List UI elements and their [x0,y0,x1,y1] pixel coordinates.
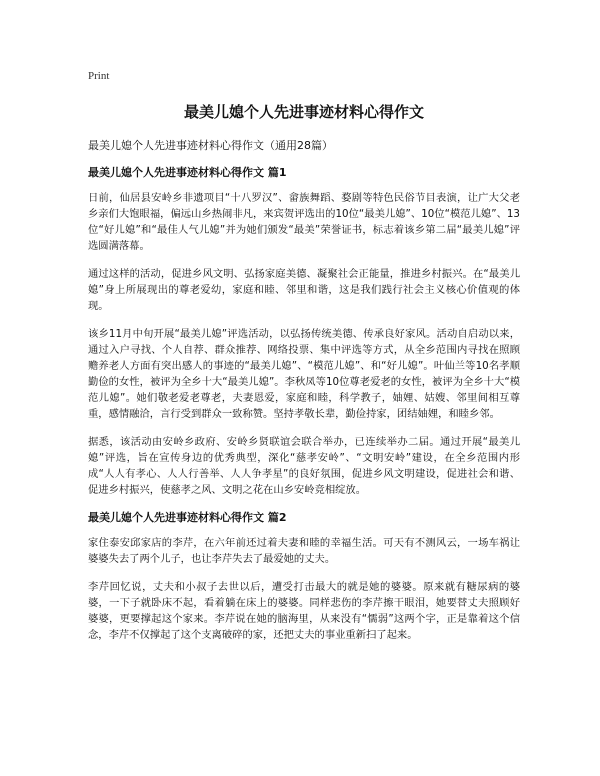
paragraph: 通过这样的活动，促进乡风文明、弘扬家庭美德、凝聚社会正能量，推进乡村振兴。在“最美儿媳”身上所展现出的尊老爱幼，家庭和睦、邻里和谐，这是我们践行社会主义核心价值观的体现。 [88,268,520,312]
document-title: 最美儿媳个人先进事迹材料心得作文 [183,103,424,121]
section-heading: 最美儿媳个人先进事迹材料心得作文 篇1 [88,166,287,179]
document-subtitle: 最美儿媳个人先进事迹材料心得作文（通用28篇） [88,139,333,152]
section-2 [88,510,520,643]
print-label[interactable]: Print [88,70,110,82]
paragraph: 据悉，该活动由安岭乡政府、安岭乡贤联谊会联合举办，已连续举办二届。通过开展“最美儿媳”评选，旨在宣传身边的优秀典型，深化“慈孝安岭”、“文明安岭”建设，在全乡范围内形成“人人有孝心、人人行善举、人人争孝星”的良好氛围，促进乡风文明建设，促进社会和谐、促进乡村振兴，使慈孝之风、文明之花在山乡安岭竞相绽放。 [88,436,520,496]
paragraph: 日前，仙居县安岭乡非遗项目“十八罗汉”、畲族舞蹈、婺剧等特色民俗节目表演，让广大父老乡亲们大饱眼福，偏远山乡热闹非凡，来宾贺评选出的10位“最美儿媳”、10位“模范儿媳”、13位“好儿媳”和“最佳人气儿媳”并为她们颁发“最美”荣誉证书，标志着该乡第二届“最美儿媳”评选圆满落幕。 [88,192,520,252]
section-heading: 最美儿媳个人先进事迹材料心得作文 篇2 [88,511,287,524]
paragraph: 家住泰安邱家店的李芹，在六年前还过着夫妻和睦的幸福生活。可天有不测风云，一场车祸让婆婆失去了两个儿子，也让李芹失去了最爱她的丈夫。 [88,537,520,565]
paragraph: 该乡11月中旬开展“最美儿媳”评选活动，以弘扬传统美德、传承良好家风。活动自启动以来，通过入户寻找、个人自荐、群众推荐、网络投票、集中评选等方式，从全乡范围内寻找在照顾赡养老人方面有突出感人的事迹的“最美儿媳”、“模范儿媳”、和“好儿媳”。叶仙兰等10名孝顺勤俭的女性，被评为全乡十大“最美儿媳”。李秋凤等10位尊老爱老的女性，被评为全乡十大“模范儿媳”。她们敬老爱老尊老，夫妻恩爱，家庭和睦，科学教子，妯娌、姑嫂、邻里间相互尊重，感情融洽，言行受到群众一致称赞。坚持孝敬长辈，勤俭持家，团结妯娌，和睦乡邻。 [88,328,520,420]
paragraph: 李芹回忆说，丈夫和小叔子去世以后，遭受打击最大的就是她的婆婆。原来就有糖尿病的婆婆，一下子就卧床不起，看着躺在床上的婆婆。同样悲伤的李芹擦干眼泪，她要替丈夫照顾好婆婆，更要撑起这个家来。李芹说在她的脑海里，从来没有“懦弱”这两个字，正是靠着这个信念，李芹不仅撑起了这个支离破碎的家，还把丈夫的事业重新扫了起来。 [88,581,520,641]
section-1 [88,165,520,498]
